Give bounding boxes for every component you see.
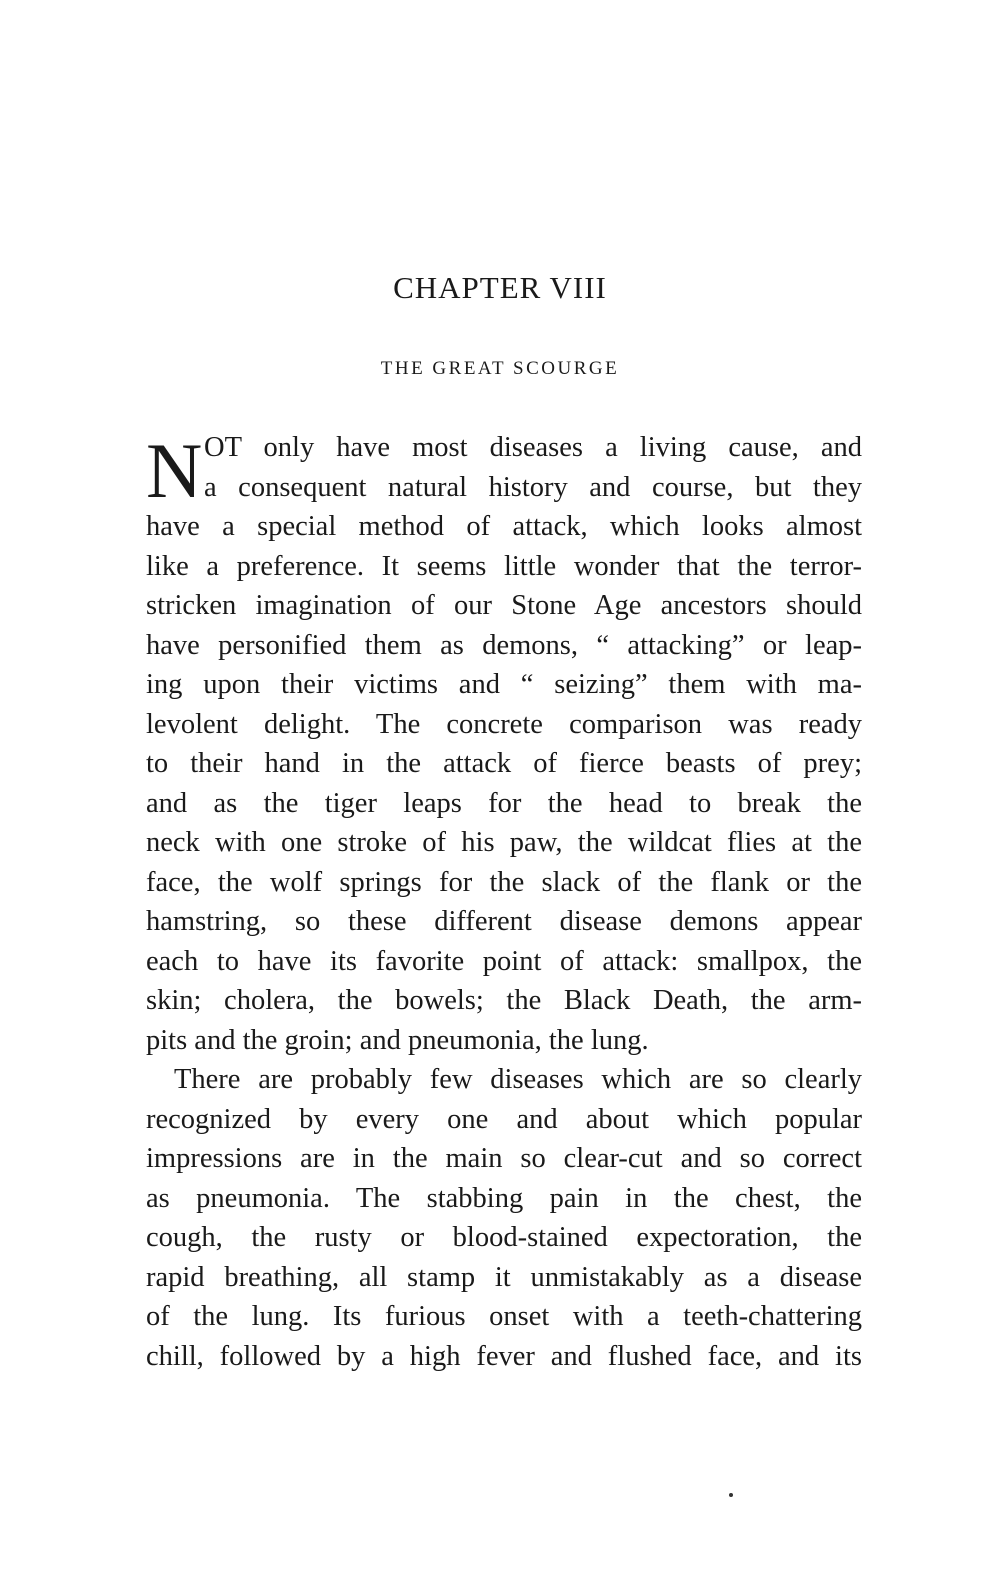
text-line: each to have its favorite point of attack: smallpox, the <box>146 945 862 977</box>
chapter-title: THE GREAT SCOURGE <box>380 358 620 379</box>
text-line: face, the wolf springs for the slack of the flank or the <box>146 866 862 898</box>
text-line: There are probably few diseases which are so clearly <box>174 1064 862 1095</box>
text-line: and as the tiger leaps for the head to break the <box>146 787 862 819</box>
text-line: OT only have most diseases a living cause, and <box>204 432 862 463</box>
drop-cap: N <box>146 427 203 514</box>
text-line: recognized by every one and about which popular <box>146 1103 862 1135</box>
text-line: of the lung. Its furious onset with a teeth-chattering <box>146 1301 862 1332</box>
text-line: a consequent natural history and course, but they <box>204 471 862 503</box>
text-line: cough, the rusty or blood-stained expectoration, the <box>146 1222 862 1253</box>
text-line: pits and the groin; and pneumonia, the lung. <box>146 1024 649 1056</box>
text-line: levolent delight. The concrete comparison was ready <box>146 708 862 740</box>
text-line: to their hand in the attack of fierce beasts of prey; <box>146 748 862 779</box>
chapter-body <box>146 428 862 1376</box>
text-line: neck with one stroke of his paw, the wildcat flies at the <box>146 827 862 858</box>
text-line: chill, followed by a high fever and flushed face, and its <box>146 1340 862 1372</box>
text-line: skin; cholera, the bowels; the Black Death, the arm- <box>146 985 862 1016</box>
text-line: have a special method of attack, which looks almost <box>146 511 862 542</box>
text-line: ing upon their victims and “ seizing” them with ma- <box>146 669 862 700</box>
text-line: have personified them as demons, “ attacking” or leap- <box>146 629 862 661</box>
text-line: stricken imagination of our Stone Age ancestors should <box>146 590 862 621</box>
text-line: impressions are in the main so clear-cut and so correct <box>146 1143 862 1174</box>
text-line: hamstring, so these different disease demons appear <box>146 906 862 937</box>
text-line: rapid breathing, all stamp it unmistakably as a disease <box>146 1261 862 1293</box>
print-speck <box>729 1493 733 1497</box>
text-line: as pneumonia. The stabbing pain in the chest, the <box>146 1182 862 1214</box>
text-line: like a preference. It seems little wonder that the terror- <box>146 550 862 582</box>
chapter-number: CHAPTER VIII <box>393 270 607 305</box>
